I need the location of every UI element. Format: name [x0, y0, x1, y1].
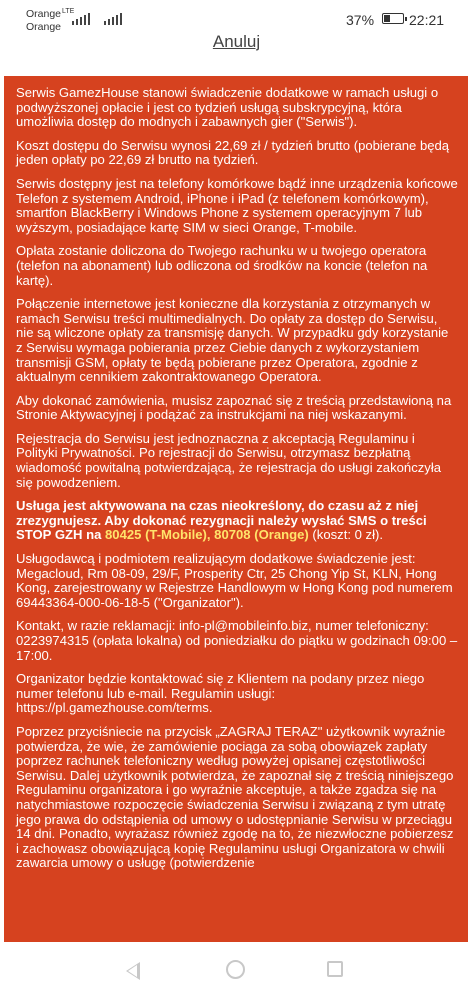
battery-percent: 37% [346, 12, 375, 28]
terms-paragraph-cancellation [16, 499, 458, 543]
terms-paragraph: Połączenie internetowe jest konieczne dla korzystania z otrzymanych w ramach Serwisu treści multimedialnych. Do opłaty za dostęp do Serwisu, nie są wliczone opłaty za transmisję danych. W przypadku gdy korzystanie z Serwisu wymaga pobierania przez Ciebie danych z wykorzystaniem transmisji GSM, opłaty te będą pobierane przez Operatora, zgodnie z aktualnym cennikiem zakontraktowanego Operatora. [16, 296, 449, 385]
terms-paragraph: Organizator będzie kontaktować się z Klientem na podany przez niego numer telefonu lub e-mail. Regulamin usługi: https://pl.gamezhouse.com/terms. [16, 671, 425, 716]
carrier-label-primary: Orange [26, 8, 62, 20]
clock: 22:21 [409, 12, 445, 28]
signal-icon [104, 13, 122, 25]
network-type-label: LTE [62, 8, 75, 15]
home-icon[interactable] [226, 960, 245, 979]
terms-paragraph: Serwis GamezHouse stanowi świadczenie dodatkowe w ramach usługi o podwyższonej opłacie i jest co tydzień usługą subskrypcyjną, która umożliwia dostęp do modnych i zabawnych gier ("Serwis"). [16, 85, 439, 130]
terms-paragraph: Rejestracja do Serwisu jest jednoznaczna z akceptacją Regulaminu i Polityki Prywatności. Po rejestracji do Serwisu, otrzymasz bezpłatną wiadomość powitalną potwierdzającą, że rejestracja do usługi zakończyła się powodzeniem. [16, 430, 442, 490]
battery-level-fill [384, 15, 390, 22]
page-header [0, 28, 473, 76]
terms-paragraph: Koszt dostępu do Serwisu wynosi 22,69 zł / tydzień brutto (pobierane będą jeden opłaty po 22,69 zł brutto na tydzień. [16, 137, 450, 168]
terms-paragraph: Serwis dostępny jest na telefony komórkowe bądź inne urządzenia końcowe Telefon z systemem Android, iPhone i iPad (z telefonem komórkowym), smartfon BlackBerry i Windows Phone z systemem operacyjnym 7 lub wyższym, posiadające kartę SIM w sieci Orange, T-mobile. [16, 175, 458, 235]
recent-apps-icon[interactable] [327, 961, 343, 977]
sms-cost: (koszt: 0 zł). [312, 527, 383, 543]
terms-panel[interactable] [4, 76, 468, 942]
terms-paragraph: Aby dokonać zamówienia, musisz zapoznać się z treścią przedstawioną na Stronie Aktywacyjnej i podążać za instrukcjami na niej wskazanymi. [16, 392, 452, 423]
signal-icon [72, 13, 90, 25]
carrier-label-secondary: Orange [26, 21, 62, 33]
cancel-link[interactable]: Anuluj [212, 32, 261, 51]
cancellation-text: Usługa jest aktywowana na czas nieokreślony, do czasu aż z niej zrezygnujesz. Aby dokonać rezygnacji należy wysłać SMS o treści STOP GZH na [16, 498, 427, 543]
sms-numbers: 80425 (T-Mobile), 80708 (Orange) [105, 527, 309, 543]
terms-paragraph: Poprzez przyciśniecie na przycisk „ZAGRAJ TERAZ" użytkownik wyraźnie potwierdza, że wie, że zamówienie pociąga za sobą obowiązek zapłaty poprzez rachunek telefoniczny według powyżej opisanej częstotliwości Serwisu. Dalej użytkownik potwierdza, że zapoznał się z treścią niniejszego Regulaminu organizatora i go wyraźnie akceptuje, a także zgadza się na natychmiastowe rozpoczęcie świadczenia Serwisu i związaną z tym utratę jego prawa do odstąpienia od umowy o udostępnianie Serwisu w przeciągu 14 dni. Ponadto, wyrażasz również zgodę na to, że niezwłoczne pobierzesz i zachowasz obowiązującą kopię Regulaminu usługi Organizatora w chwili zawarcia umowy o usługę (potwierdzenie [16, 723, 454, 871]
back-icon[interactable] [126, 962, 140, 980]
terms-paragraph: Opłata zostanie doliczona do Twojego rachunku w u twojego operatora (telefon na abonament) lub odliczona od środków na koncie (telefon na kartę). [16, 243, 428, 288]
terms-paragraph: Usługodawcą i podmiotem realizującym dodatkowe świadczenie jest: Megacloud, Rm 08-09, 29/F, Prosperity Ctr, 25 Chong Yip St, KLN, Hong Kong, zarejestrowany w Rejestrze Handlowym w Hong Kong pod numerem 69443364-000-06-18-5 ("Organizator"). [16, 551, 453, 610]
terms-paragraph: Kontakt, w razie reklamacji: info-pl@mobileinfo.biz, numer telefoniczny: 0223974315 (opłata lokalna) od poniedziałku do piątku w godzinach 09:00 – 17:00. [16, 618, 458, 663]
battery-icon [382, 13, 404, 24]
navigation-bar [0, 942, 473, 999]
